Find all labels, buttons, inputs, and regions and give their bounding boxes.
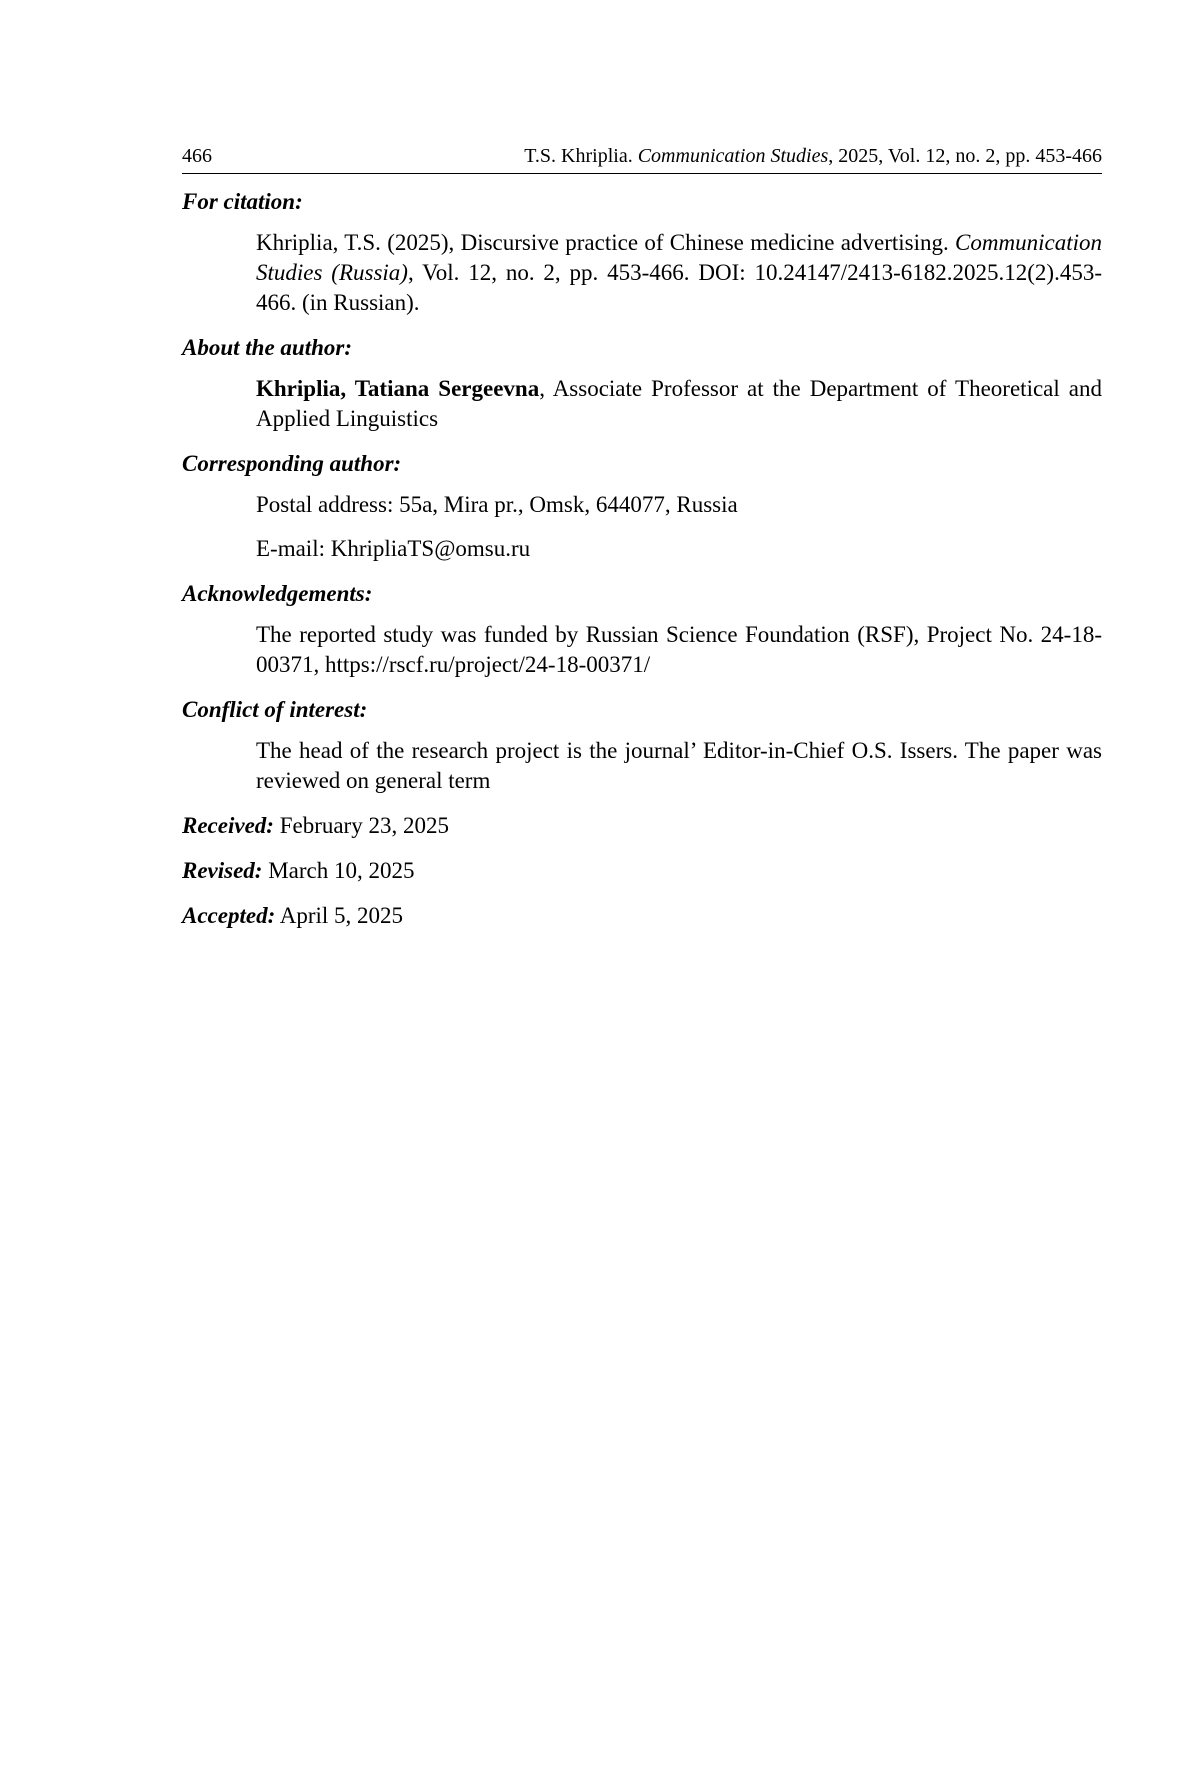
about-author-block (256, 374, 1102, 434)
received-date: February 23, 2025 (273, 813, 449, 838)
acknowledgements-text: The reported study was funded by Russian Science Foundation (RSF), Project No. 24-18-00371, https://rscf.ru/project/24-18-00371/ (256, 622, 1102, 677)
citation-block (256, 228, 1102, 318)
running-header (182, 143, 1102, 174)
author-position: , Associate Professor at the Department of Theoretical and Applied Linguistics (256, 376, 1102, 431)
about-author-label: About the author: (182, 335, 352, 360)
page-number: 466 (182, 145, 212, 167)
running-author: T.S. Khriplia. (524, 145, 633, 167)
metadata-section (182, 186, 1102, 945)
conflict-of-interest-block (256, 736, 1102, 796)
received-label: Received: (182, 813, 274, 838)
accepted-date: April 5, 2025 (275, 903, 404, 928)
author-name: Khriplia, Tatiana Sergeevna (256, 376, 540, 401)
citation-label: For citation: (182, 189, 303, 214)
running-journal: Communication Studies (637, 145, 829, 167)
running-volume: , 2025, Vol. 12, no. 2, pp. 453-466 (828, 145, 1102, 167)
received-date-row (182, 810, 1102, 842)
conflict-of-interest-text: The head of the research project is the journal’ Editor-in-Chief O.S. Issers. The paper was reviewed on general term (256, 738, 1102, 793)
email-address: E-mail: KhripliaTS@omsu.ru (256, 536, 531, 561)
revised-date-row (182, 855, 1102, 887)
postal-address: Postal address: 55a, Mira pr., Omsk, 644077, Russia (256, 492, 738, 517)
citation-text-end: , Vol. 12, no. 2, pp. 453-466. DOI: 10.24147/2413-6182.2025.12(2).453-466. (in Russian). (256, 260, 1103, 315)
acknowledgements-label: Acknowledgements: (182, 581, 373, 606)
corresponding-author-block (256, 490, 1102, 564)
citation-text (256, 228, 1102, 318)
corresponding-author-label: Corresponding author: (182, 451, 402, 476)
conflict-of-interest-label: Conflict of interest: (182, 697, 368, 722)
revised-date: March 10, 2025 (262, 858, 415, 883)
accepted-label: Accepted: (182, 903, 276, 928)
citation-text-start: Khriplia, T.S. (2025), Discursive practice of Chinese medicine advertising. (256, 230, 956, 255)
revised-label: Revised: (182, 858, 263, 883)
citation-journal: Communication Studies (Russia) (256, 230, 1102, 285)
accepted-date-row (182, 900, 1102, 932)
acknowledgements-block (256, 620, 1102, 680)
running-title (524, 143, 1102, 169)
author-info (256, 374, 1102, 434)
